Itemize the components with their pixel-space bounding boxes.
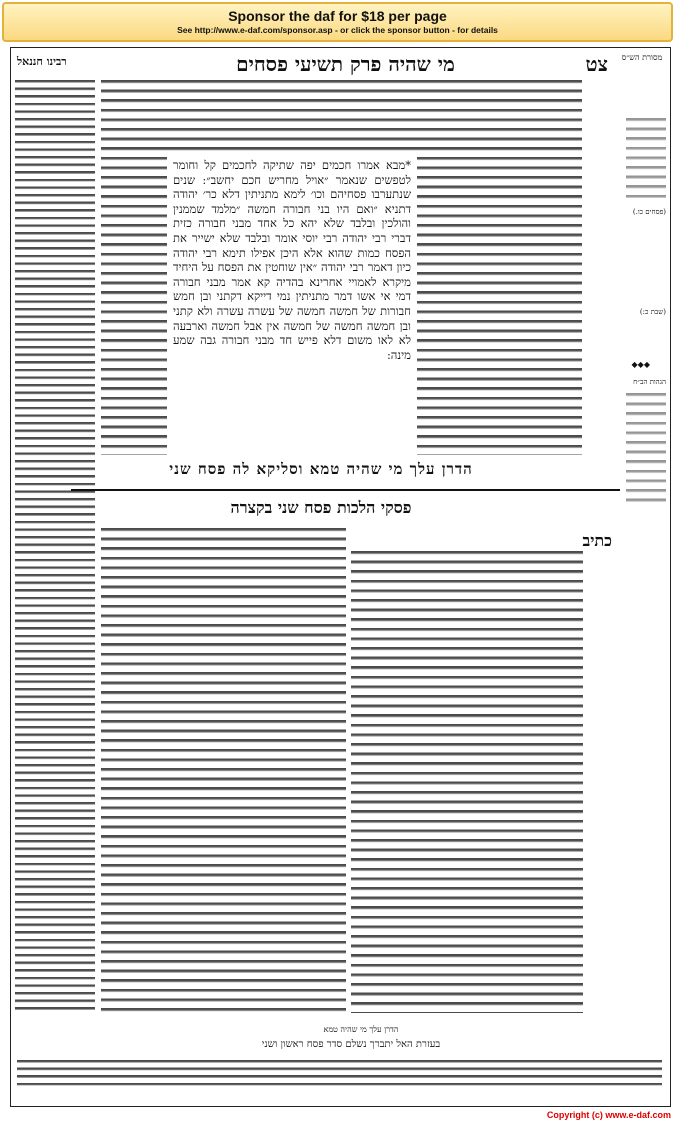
hadran-line: הדרן עלך מי שהיה טמא וסליקא לה פסח שני	[169, 460, 473, 478]
sponsor-subtitle: See http://www.e-daf.com/sponsor.asp - or click the sponsor button - for details	[177, 25, 498, 35]
masoret-column-upper	[626, 118, 666, 198]
copyright-notice[interactable]: Copyright (c) www.e-daf.com	[546, 1110, 671, 1120]
tosafot-column-upper	[101, 80, 167, 455]
diamond-ornament: ◆◆◆	[631, 360, 650, 369]
side-note-pesachim: (פסחים כו.)	[632, 208, 666, 216]
sponsor-banner[interactable]	[2, 2, 673, 42]
running-header	[11, 51, 670, 77]
sponsor-title: Sponsor the daf for $18 per page	[228, 8, 447, 24]
summary-section-title: פסקי הלכות פסח שני בקצרה	[230, 498, 412, 517]
section-divider	[71, 489, 620, 491]
masoret-hashas-label: מסורת הש״ס	[621, 53, 663, 62]
gemara-text: *מבא אמרו חכמים יפה שתיקה לחכמים קל וחומר לטפשים שנאמר ״אויל מחריש חכם יחשב״: שנים שנתערבו פסחיהם וכו׳ לימא מתניתין דלא כר׳ יהודה דתניא ״ואם היו בני חבורה חמשה ״מלמד שממנין והולכין ובלבד שלא יהא כל אחד מבני חבורה כזית דברי רבי יהודה רבי יוסי אומר ובלבד שלא ישייר את הפסח כמות שהוא אלא היכן אפילו תימא רבי יהודה כיון דאמר רבי יהודה ״אין שוחטין את הפסח על היחיד מיקרא לאמויי אחרינא בהדיה קא אמר מבני חבורה דמי אי אשו דמר מתניתין נמי דייקא דקתני ובן חמש חבורות של חמשה חמשה של עשרה עשרה ולא קתני ובן חמשה חמשה של חמשה אין אבל חמשה וארבעה לא לאו משום דלא פייש חד מבני חבורה גבה שמע מינה:	[173, 158, 411, 362]
tosafot-top-span	[167, 80, 417, 154]
summary-column-left	[101, 528, 346, 1013]
talmud-page	[10, 47, 671, 1107]
side-note-shabbat: (שבת כ:)	[639, 308, 666, 316]
opening-word: כתיב	[582, 531, 612, 550]
rabbeinu-chananel-column	[15, 80, 95, 1010]
rashi-column-upper	[417, 80, 582, 455]
footer-notes	[17, 1060, 662, 1090]
rabbeinu-chananel-label: רבינו חננאל	[17, 55, 67, 68]
closing-small-line: הדרן עלך מי שהיה טמא	[323, 1025, 399, 1034]
masoret-column-lower	[626, 393, 666, 503]
summary-column-right	[351, 551, 583, 1013]
closing-line: בעזרת האל יתברך נשלם סדר פסח ראשון ושני	[261, 1039, 441, 1050]
chapter-title: מי שהיה פרק תשיעי פסחים	[236, 52, 455, 76]
side-note-hagahot: הגהות הב״ח	[633, 378, 666, 386]
daf-number: צט	[585, 52, 608, 76]
